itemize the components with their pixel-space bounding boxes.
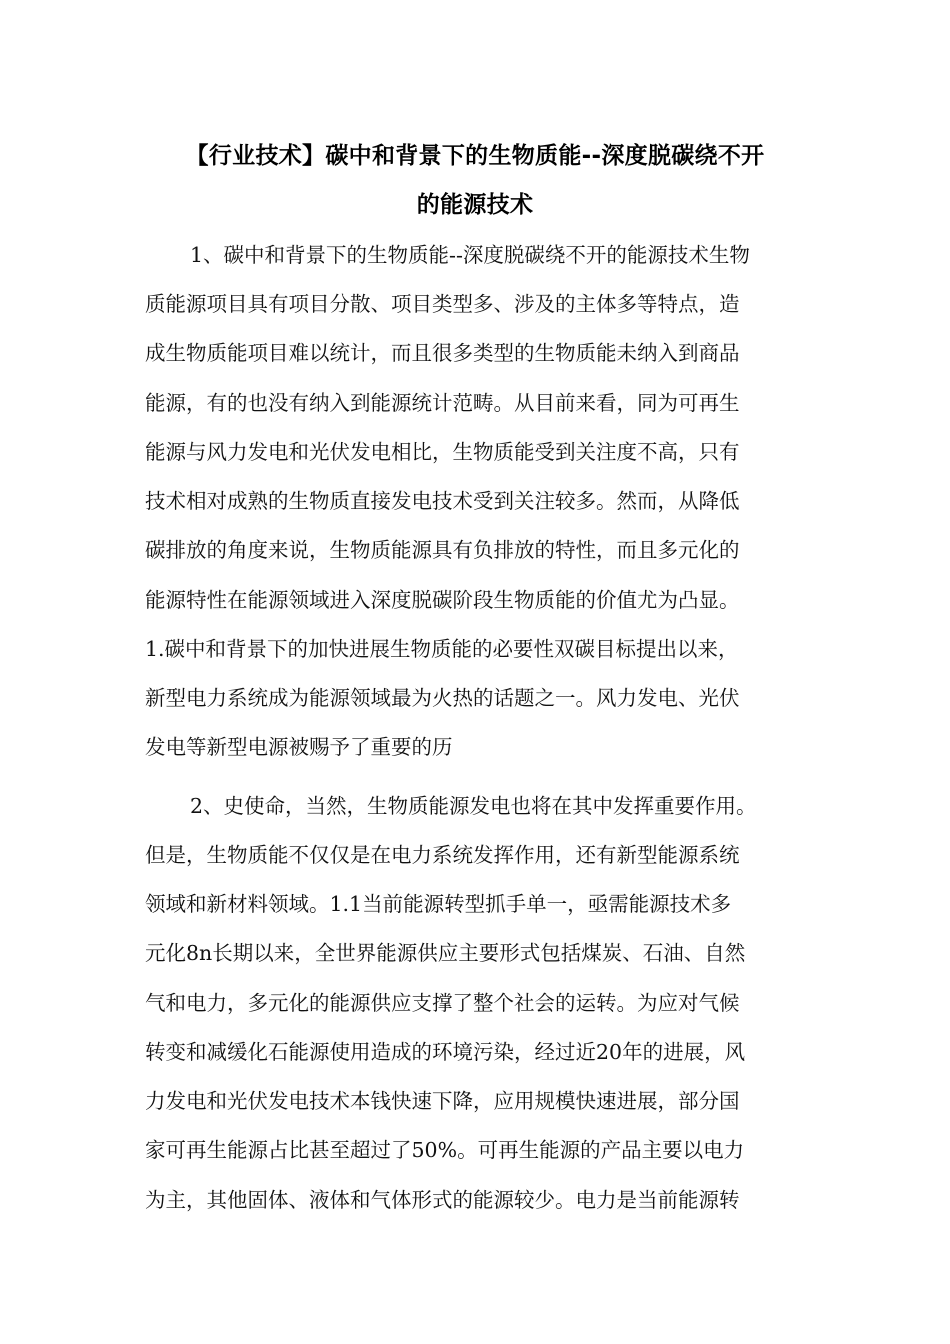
- text-line: 领域和新材料领域。1.1当前能源转型抓手单一，亟需能源技术多: [145, 892, 732, 916]
- text-line: 元化8n长期以来，全世界能源供应主要形式包括煤炭、石油、自然: [145, 941, 746, 965]
- text-line: 新型电力系统成为能源领域最为火热的话题之一。风力发电、光伏: [145, 686, 740, 710]
- text-line: 能源，有的也没有纳入到能源统计范畴。从目前来看，同为可再生: [145, 391, 740, 415]
- title-line-1: 【行业技术】碳中和背景下的生物质能--深度脱碳绕不开: [185, 143, 765, 169]
- text-line: 质能源项目具有项目分散、项目类型多、涉及的主体多等特点，造: [145, 292, 740, 316]
- text-line: 能源与风力发电和光伏发电相比，生物质能受到关注度不高，只有: [145, 440, 740, 464]
- text-line: 力发电和光伏发电技术本钱快速下降，应用规模快速进展，部分国: [145, 1089, 740, 1113]
- text-line: 但是，生物质能不仅仅是在电力系统发挥作用，还有新型能源系统: [145, 843, 740, 867]
- text-line: 为主，其他固体、液体和气体形式的能源较少。电力是当前能源转: [145, 1188, 740, 1212]
- text-line: 发电等新型电源被赐予了重要的历: [145, 735, 453, 759]
- text-line: 技术相对成熟的生物质直接发电技术受到关注较多。然而，从降低: [145, 489, 740, 513]
- title-line-2: 的能源技术: [416, 192, 534, 218]
- text-line: 碳排放的角度来说，生物质能源具有负排放的特性，而且多元化的: [145, 538, 740, 562]
- text-line: 气和电力，多元化的能源供应支撑了整个社会的运转。为应对气候: [145, 991, 740, 1015]
- text-line: 成生物质能项目难以统计，而且很多类型的生物质能未纳入到商品: [145, 341, 740, 365]
- text-line: 2、史使命，当然，生物质能源发电也将在其中发挥重要作用。: [190, 794, 757, 818]
- text-line: 1.碳中和背景下的加快进展生物质能的必要性双碳目标提出以来，: [145, 637, 739, 661]
- text-line: 能源特性在能源领域进入深度脱碳阶段生物质能的价值尤为凸显。: [145, 588, 740, 612]
- text-line: 转变和减缓化石能源使用造成的环境污染，经过近20年的进展，风: [145, 1040, 746, 1064]
- text-line: 家可再生能源占比甚至超过了50%。可再生能源的产品主要以电力: [145, 1138, 745, 1162]
- text-line: 1、碳中和背景下的生物质能--深度脱碳绕不开的能源技术生物: [190, 243, 750, 267]
